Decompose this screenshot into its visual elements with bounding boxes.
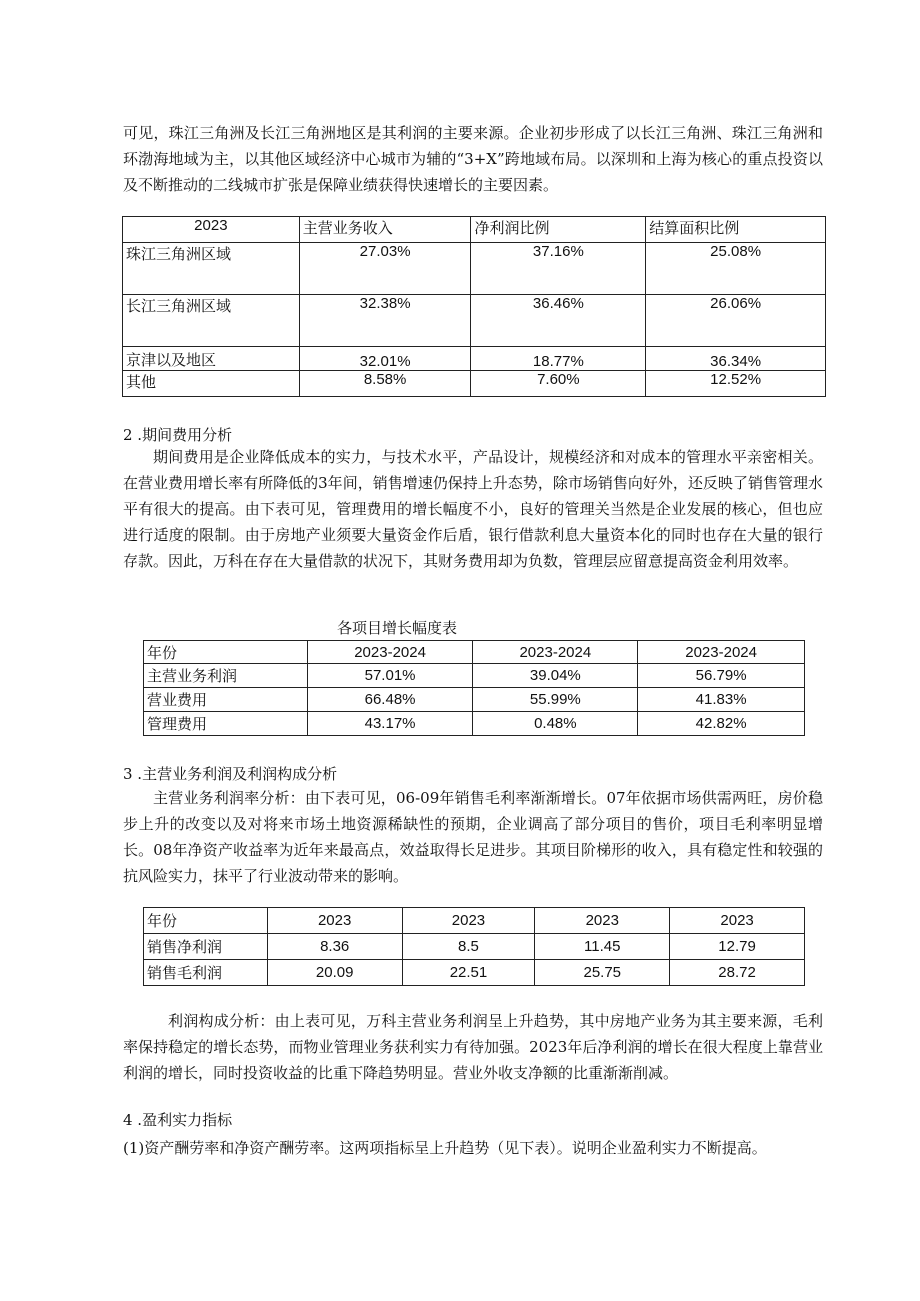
table-cell: 25.75 (535, 960, 670, 986)
table-cell: 12.79 (670, 934, 805, 960)
table-cell: 28.72 (670, 960, 805, 986)
table-header-cell: 主营业务收入 (299, 217, 471, 243)
table-row (144, 664, 805, 688)
table-cell: 32.01% (299, 347, 471, 371)
section-heading-2: 2 .期间费用分析 (123, 426, 233, 444)
table-header-row (144, 908, 805, 934)
table-row (144, 712, 805, 736)
table-cell: 管理费用 (144, 712, 308, 736)
table-cell: 42.82% (638, 712, 805, 736)
table-header-cell: 结算面积比例 (646, 217, 826, 243)
table-row (144, 934, 805, 960)
intro-paragraph: 可见，珠江三角洲及长江三角洲地区是其利润的主要来源。企业初步形成了以长江三角洲、珠江三角洲和环渤海地域为主，以其他区域经济中心城市为辅的“3+X”跨地域布局。以深圳和上海为核心的重点投资以及不断推动的二线城市扩张是保障业绩获得快速增长的主要因素。 (123, 124, 823, 194)
table-cell: 26.06% (646, 295, 826, 347)
table-cell: 36.34% (646, 347, 826, 371)
table-row (144, 960, 805, 986)
growth-rate-table (143, 640, 805, 736)
table-cell: 京津以及地区 (123, 347, 300, 371)
expense-paragraph: 期间费用是企业降低成本的实力，与技术水平，产品设计，规模经济和对成本的管理水平亲密相关。在营业费用增长率有所降低的3年间，销售增速仍保持上升态势，除市场销售向好外，还反映了销售管理水平有很大的提高。由下表可见，管理费用的增长幅度不小，良好的管理关当然是企业发展的核心，但也应进行适度的限制。由于房地产业须要大量资金作后盾，银行借款利息大量资本化的同时也存在大量的银行存款。因此，万科在存在大量借款的状况下，其财务费用却为负数，管理层应留意提高资金利用效率。 (123, 448, 823, 570)
table-cell: 43.17% (307, 712, 473, 736)
table-cell: 11.45 (535, 934, 670, 960)
table-cell: 37.16% (471, 243, 646, 295)
table-header-cell: 2023 (267, 908, 402, 934)
return-ratio-paragraph: (1)资产酬劳率和净资产酬劳率。这两项指标呈上升趋势（见下表）。说明企业盈利实力不断提高。 (123, 1139, 767, 1157)
table-cell: 57.01% (307, 664, 473, 688)
table-header-cell: 净利润比例 (471, 217, 646, 243)
table-cell: 8.58% (299, 371, 471, 397)
table-header-cell: 2023-2024 (307, 641, 473, 664)
table-row (123, 243, 826, 295)
table-header-cell: 年份 (144, 908, 268, 934)
table-cell: 32.38% (299, 295, 471, 347)
profit-margin-paragraph: 主营业务利润率分析：由下表可见，06-09年销售毛利率渐渐增长。07年依据市场供需两旺，房价稳步上升的改变以及对将来市场土地资源稀缺性的预期，企业调高了部分项目的售价，项目毛利率明显增长。08年净资产收益率为近年来最高点，效益取得长足进步。其项目阶梯形的收入，具有稳定性和较强的抗风险实力，抹平了行业波动带来的影响。 (123, 789, 823, 885)
section-heading-4: 4 .盈利实力指标 (123, 1111, 233, 1129)
sales-profit-table (143, 907, 805, 986)
table-cell: 27.03% (299, 243, 471, 295)
table-cell: 39.04% (473, 664, 638, 688)
table-header-cell: 2023-2024 (638, 641, 805, 664)
table-header-cell: 年份 (144, 641, 308, 664)
table-header-row (144, 641, 805, 664)
table-cell: 20.09 (267, 960, 402, 986)
table-cell: 长江三角洲区域 (123, 295, 300, 347)
table-row (123, 295, 826, 347)
table-cell: 25.08% (646, 243, 826, 295)
table-cell: 营业费用 (144, 688, 308, 712)
table-cell: 18.77% (471, 347, 646, 371)
table-cell: 41.83% (638, 688, 805, 712)
table-cell: 主营业务利润 (144, 664, 308, 688)
table-cell: 0.48% (473, 712, 638, 736)
table-row (144, 688, 805, 712)
table-header-cell: 2023 (535, 908, 670, 934)
profit-structure-paragraph: 利润构成分析：由上表可见，万科主营业务利润呈上升趋势，其中房地产业务为其主要来源，毛利率保持稳定的增长态势，而物业管理业务获利实力有待加强。2023年后净利润的增长在很大程度上靠营业利润的增长，同时投资收益的比重下降趋势明显。营业外收支净额的比重渐渐削减。 (123, 1012, 823, 1082)
table-header-cell: 2023-2024 (473, 641, 638, 664)
table-header-row (123, 217, 826, 243)
table-cell: 销售净利润 (144, 934, 268, 960)
table-cell: 其他 (123, 371, 300, 397)
table-cell: 56.79% (638, 664, 805, 688)
table-header-cell: 2023 (402, 908, 535, 934)
table-caption: 各项目增长幅度表 (337, 619, 458, 637)
table-cell: 22.51 (402, 960, 535, 986)
table-cell: 12.52% (646, 371, 826, 397)
table-cell: 55.99% (473, 688, 638, 712)
table-header-cell: 2023 (670, 908, 805, 934)
table-cell: 7.60% (471, 371, 646, 397)
table-cell: 66.48% (307, 688, 473, 712)
section-heading-3: 3 .主营业务利润及利润构成分析 (123, 765, 338, 783)
table-cell: 8.36 (267, 934, 402, 960)
regional-share-table (122, 216, 826, 397)
table-row (123, 347, 826, 371)
table-cell: 珠江三角洲区域 (123, 243, 300, 295)
table-cell: 36.46% (471, 295, 646, 347)
table-row (123, 371, 826, 397)
table-header-cell: 2023 (123, 217, 300, 243)
table-cell: 8.5 (402, 934, 535, 960)
table-cell: 销售毛利润 (144, 960, 268, 986)
